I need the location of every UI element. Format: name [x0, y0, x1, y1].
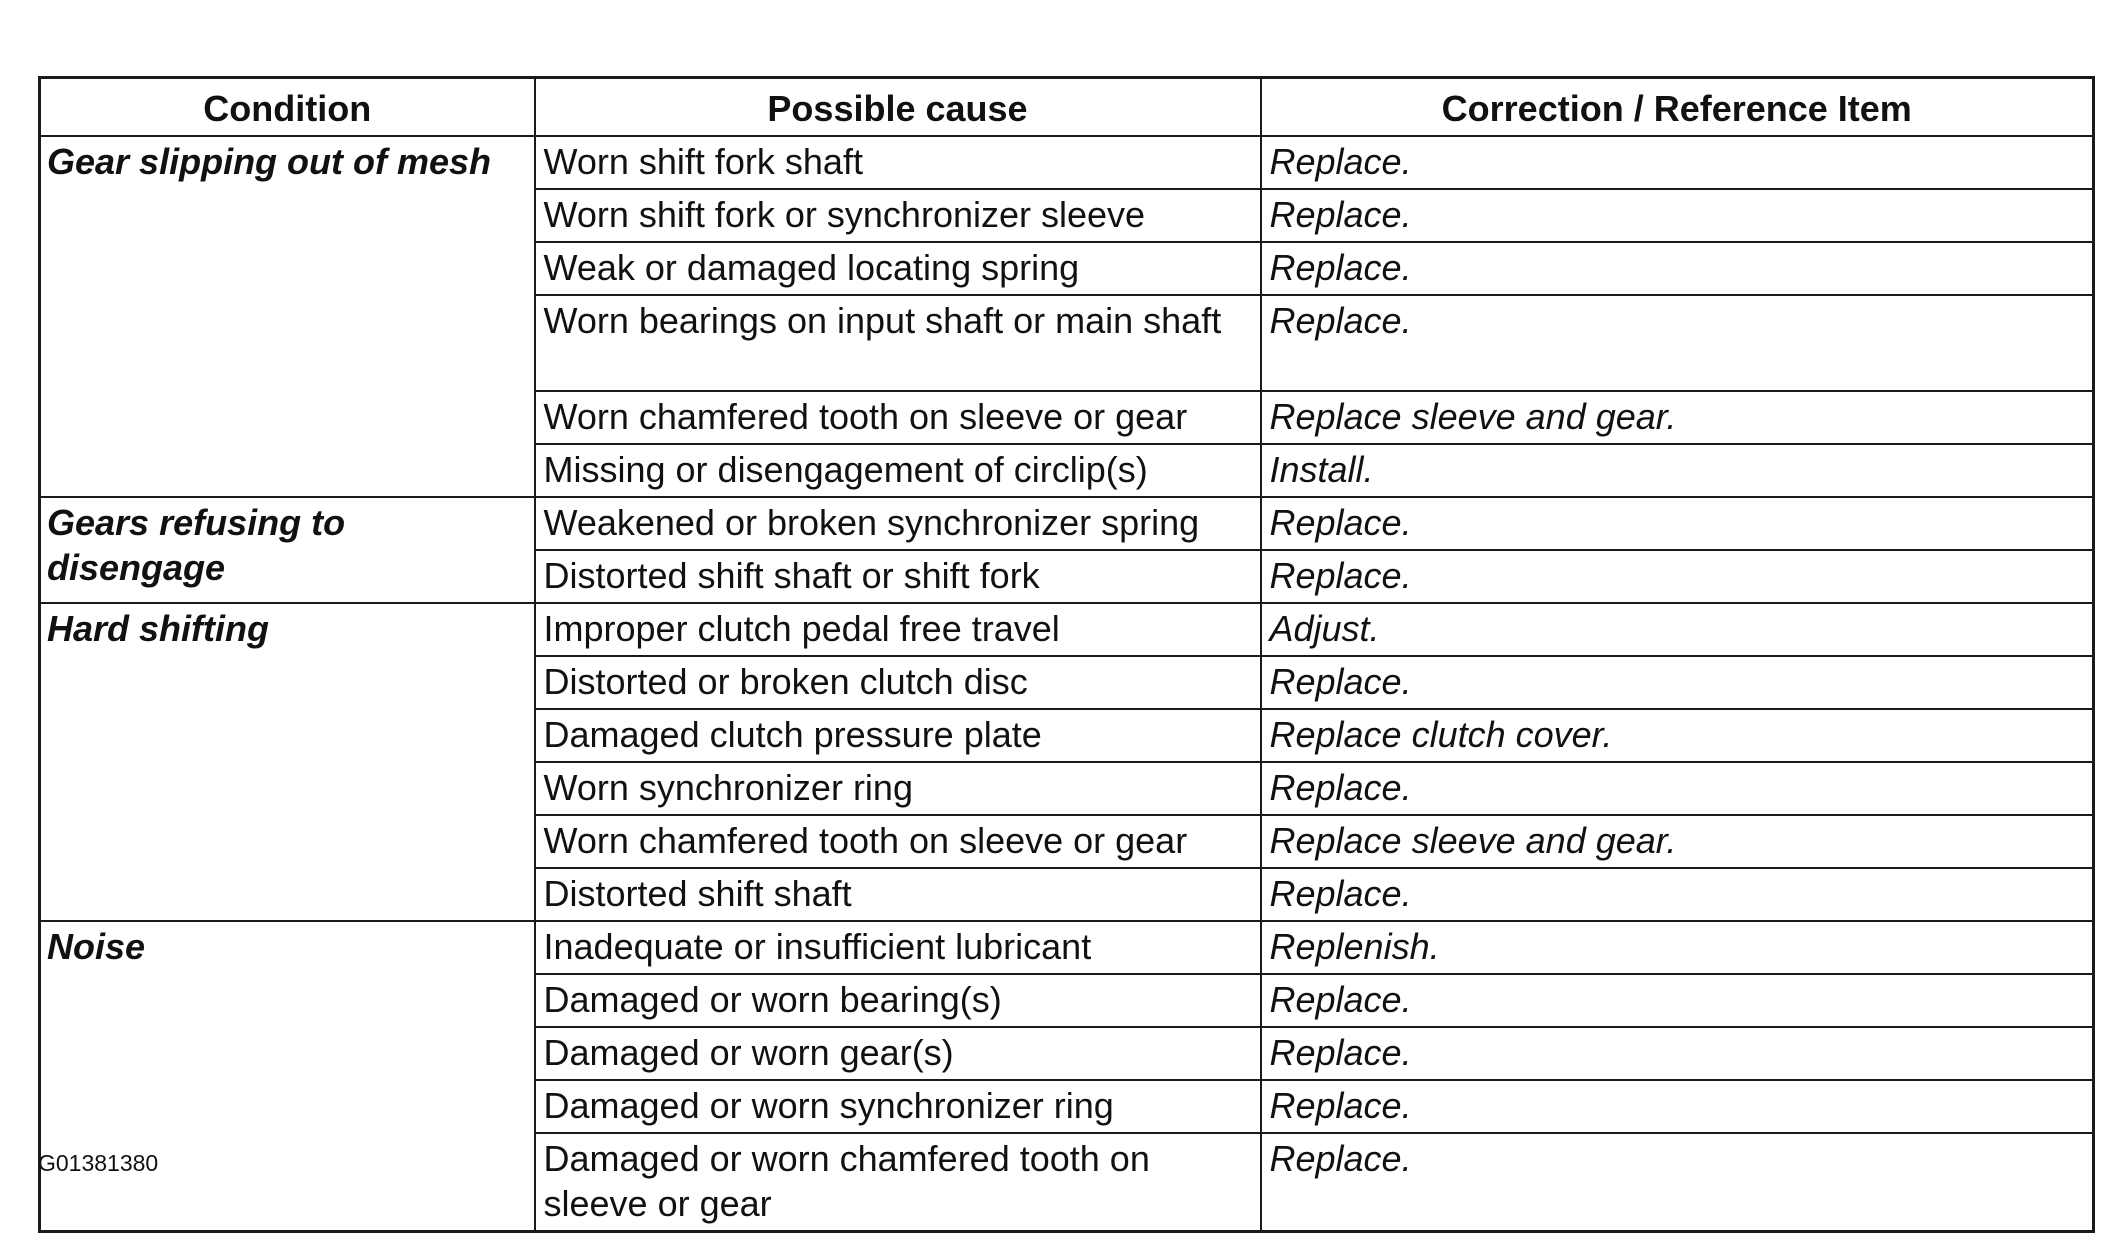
table-row: [40, 921, 2094, 974]
correction-cell: Replace.: [1261, 1080, 2094, 1133]
correction-cell: Replenish.: [1261, 921, 2094, 974]
correction-cell: Replace.: [1261, 550, 2094, 603]
correction-cell: Replace.: [1261, 242, 2094, 295]
cause-cell: Worn chamfered tooth on sleeve or gear: [535, 815, 1261, 868]
correction-cell: Replace.: [1261, 656, 2094, 709]
condition-cell: Hard shifting: [40, 603, 535, 921]
cause-cell: Damaged or worn synchronizer ring: [535, 1080, 1261, 1133]
correction-cell: Adjust.: [1261, 603, 2094, 656]
correction-cell: Replace.: [1261, 189, 2094, 242]
correction-cell: Replace.: [1261, 136, 2094, 189]
correction-cell: Replace.: [1261, 974, 2094, 1027]
correction-cell: Replace.: [1261, 497, 2094, 550]
table-row: [40, 603, 2094, 656]
cause-cell: Missing or disengagement of circlip(s): [535, 444, 1261, 497]
condition-cell: Gears refusing to disengage: [40, 497, 535, 603]
header-possible-cause: Possible cause: [535, 78, 1261, 137]
table-header-row: [40, 78, 2094, 137]
correction-cell: Install.: [1261, 444, 2094, 497]
cause-cell: Damaged clutch pressure plate: [535, 709, 1261, 762]
cause-cell: Distorted shift shaft or shift fork: [535, 550, 1261, 603]
table-row: [40, 136, 2094, 189]
cause-cell: Distorted shift shaft: [535, 868, 1261, 921]
cause-cell: Worn bearings on input shaft or main shaft: [535, 295, 1261, 391]
correction-cell: Replace sleeve and gear.: [1261, 815, 2094, 868]
cause-cell: Worn shift fork shaft: [535, 136, 1261, 189]
table-row: [40, 497, 2094, 550]
cause-cell: Improper clutch pedal free travel: [535, 603, 1261, 656]
cause-cell: Weak or damaged locating spring: [535, 242, 1261, 295]
correction-cell: Replace.: [1261, 1133, 2094, 1232]
cause-cell: Damaged or worn gear(s): [535, 1027, 1261, 1080]
condition-cell: Gear slipping out of mesh: [40, 136, 535, 497]
cause-cell: Weakened or broken synchronizer spring: [535, 497, 1261, 550]
cause-cell: Worn chamfered tooth on sleeve or gear: [535, 391, 1261, 444]
correction-cell: Replace sleeve and gear.: [1261, 391, 2094, 444]
troubleshooting-table: [38, 76, 2095, 1233]
cause-cell: Worn shift fork or synchronizer sleeve: [535, 189, 1261, 242]
correction-cell: Replace.: [1261, 1027, 2094, 1080]
header-correction: Correction / Reference Item: [1261, 78, 2094, 137]
figure-id-label: G01381380: [38, 1150, 159, 1176]
correction-cell: Replace.: [1261, 868, 2094, 921]
condition-cell: Noise: [40, 921, 535, 1232]
correction-cell: Replace.: [1261, 295, 2094, 391]
correction-cell: Replace.: [1261, 762, 2094, 815]
header-condition: Condition: [40, 78, 535, 137]
cause-cell: Worn synchronizer ring: [535, 762, 1261, 815]
cause-cell: Damaged or worn chamfered tooth on sleeve or gear: [535, 1133, 1261, 1232]
correction-cell: Replace clutch cover.: [1261, 709, 2094, 762]
cause-cell: Damaged or worn bearing(s): [535, 974, 1261, 1027]
cause-cell: Inadequate or insufficient lubricant: [535, 921, 1261, 974]
cause-cell: Distorted or broken clutch disc: [535, 656, 1261, 709]
